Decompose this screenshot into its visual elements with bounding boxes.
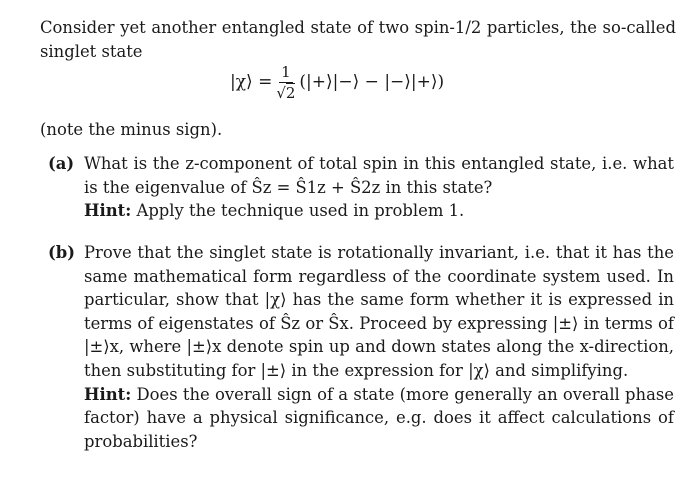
note-text: (note the minus sign). bbox=[40, 120, 223, 139]
part-a-hint-text: Apply the technique used in problem 1. bbox=[131, 201, 465, 221]
singlet-equation bbox=[230, 62, 444, 103]
part-b-body bbox=[84, 241, 674, 453]
part-a-hint-label: Hint: bbox=[84, 201, 132, 221]
part-b-hint-text: Does the overall sign of a state (more generally an overall phase factor) have a physical significance, e.g. does it affect calculations of probabilities? bbox=[84, 384, 674, 451]
sqrt-radicand: 2 bbox=[285, 84, 296, 102]
part-a-body bbox=[84, 152, 674, 223]
sqrt-symbol: √ bbox=[276, 84, 286, 102]
part-a-question: What is the z-component of total spin in this entangled state, i.e. what is the eigenvalue of Ŝz = Ŝ1z + Ŝ2z in this state? bbox=[84, 154, 674, 197]
equation-lhs: |χ⟩ = bbox=[230, 71, 273, 92]
part-a-label: (a) bbox=[48, 154, 75, 173]
part-b-label: (b) bbox=[48, 243, 75, 262]
equation-rhs: (|+⟩|−⟩ − |−⟩|+⟩) bbox=[299, 71, 445, 92]
equation-fraction bbox=[276, 62, 295, 103]
part-b-question: Prove that the singlet state is rotationally invariant, i.e. that it has the same mathematical form regardless of the coordinate system used. In particular, show that |χ⟩ has the same form whether it is expressed in terms of eigenstates of Ŝz or Ŝx. Proceed by expressing |±⟩ in terms of |±⟩x, where |±⟩x denote spin up and down states along the x-direction, then substituting for |±⟩ in the expression for |χ⟩ and simplifying. bbox=[84, 243, 674, 380]
intro-paragraph: Consider yet another entangled state of two spin-1/2 particles, the so-called singlet state bbox=[40, 18, 676, 61]
fraction-numerator: 1 bbox=[281, 63, 291, 81]
part-b-hint-label: Hint: bbox=[84, 384, 132, 404]
fraction-denominator bbox=[276, 83, 295, 103]
